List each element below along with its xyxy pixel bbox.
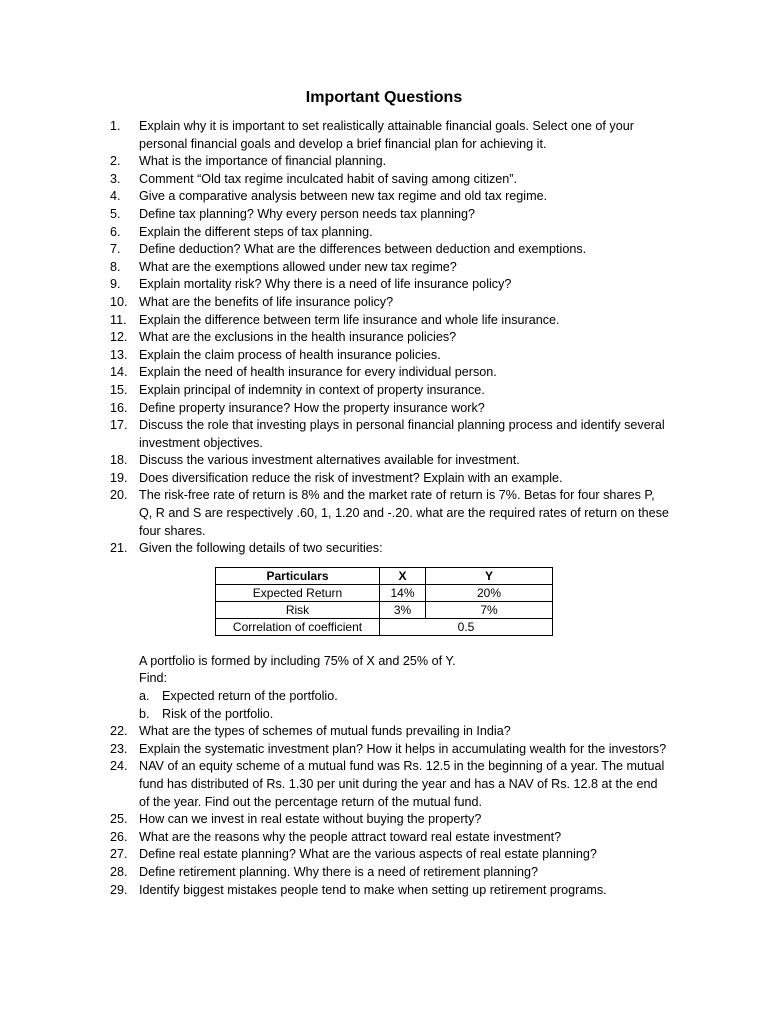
- sub-item-text: Expected return of the portfolio.: [162, 689, 338, 704]
- list-item: [110, 153, 670, 171]
- question-text: Explain the systematic investment plan? How it helps in accumulating wealth for the investors?: [139, 741, 667, 756]
- list-item: [110, 382, 670, 400]
- question-number: 26.: [110, 829, 128, 844]
- question-text: Does diversification reduce the risk of investment? Explain with an example.: [139, 470, 563, 485]
- question-number: 7.: [110, 242, 121, 257]
- question-number: 9.: [110, 277, 121, 292]
- question-text: Define tax planning? Why every person needs tax planning?: [139, 206, 476, 221]
- table-cell: 0.5: [380, 618, 553, 635]
- question-number: 5.: [110, 206, 121, 221]
- securities-table-wrap: [215, 567, 670, 636]
- question-text: Discuss the various investment alternatives available for investment.: [139, 453, 520, 468]
- question-number: 22.: [110, 724, 128, 739]
- question-number: 4.: [110, 189, 121, 204]
- question-number: 13.: [110, 347, 128, 362]
- list-item: [110, 882, 670, 900]
- question-text: Define retirement planning. Why there is a need of retirement planning?: [139, 864, 539, 879]
- question-number: 25.: [110, 812, 128, 827]
- table-header: X: [380, 567, 426, 584]
- list-item: [110, 470, 670, 488]
- list-item: [110, 400, 670, 418]
- question-text: Given the following details of two securities:: [139, 541, 383, 556]
- securities-table: [215, 567, 553, 636]
- table-cell: Expected Return: [216, 584, 380, 601]
- table-cell: 7%: [426, 601, 553, 618]
- question-number: 16.: [110, 400, 128, 415]
- question-number: 21.: [110, 541, 128, 556]
- question-text: Define property insurance? How the property insurance work?: [139, 400, 485, 415]
- sub-item-text: Risk of the portfolio.: [162, 706, 274, 721]
- question-text: Explain why it is important to set realistically attainable financial goals. Select one of your personal financial goals and develop a brief financial plan for achieving it.: [139, 119, 634, 151]
- question-number: 23.: [110, 741, 128, 756]
- question-number: 27.: [110, 847, 128, 862]
- question-text: Define real estate planning? What are the various aspects of real estate planning?: [139, 847, 597, 862]
- q21-followup-line: A portfolio is formed by including 75% of X and 25% of Y.: [139, 653, 456, 668]
- question-number: 18.: [110, 453, 128, 468]
- list-item: [110, 452, 670, 470]
- question-number: 15.: [110, 382, 128, 397]
- q21-followup-line: Find:: [139, 671, 167, 686]
- question-text: NAV of an equity scheme of a mutual fund was Rs. 12.5 in the beginning of a year. The mutual fund has distributed of Rs. 1.30 per unit during the year and has a NAV of Rs. 12.8 at the end of the year. Find out the percentage return of the mutual fund.: [139, 759, 665, 809]
- list-item: [110, 224, 670, 242]
- list-item: [110, 758, 670, 811]
- question-text: Explain the difference between term life insurance and whole life insurance.: [139, 312, 560, 327]
- table-cell: 3%: [380, 601, 426, 618]
- question-text: Explain the need of health insurance for every individual person.: [139, 365, 497, 380]
- question-text: What are the benefits of life insurance policy?: [139, 294, 394, 309]
- question-number: 17.: [110, 418, 128, 433]
- question-number: 8.: [110, 259, 121, 274]
- question-number: 1.: [110, 119, 121, 133]
- list-item: [110, 540, 670, 558]
- question-number: 19.: [110, 470, 128, 485]
- question-number: 2.: [110, 154, 121, 169]
- question-number: 3.: [110, 171, 121, 186]
- question-text: What are the exemptions allowed under new tax regime?: [139, 259, 457, 274]
- table-cell: Risk: [216, 601, 380, 618]
- question-number: 12.: [110, 330, 128, 345]
- sub-item-letter: b.: [139, 706, 150, 721]
- question-text: What are the exclusions in the health insurance policies?: [139, 330, 457, 345]
- list-item: [110, 829, 670, 847]
- table-row: [216, 584, 553, 601]
- question-text: Explain the different steps of tax planning.: [139, 224, 373, 239]
- list-item: [110, 347, 670, 365]
- question-number: 10.: [110, 294, 128, 309]
- table-cell: 14%: [380, 584, 426, 601]
- question-text: Comment “Old tax regime inculcated habit of saving among citizen”.: [139, 171, 517, 186]
- question-text: Explain mortality risk? Why there is a need of life insurance policy?: [139, 277, 512, 292]
- question-text: What are the types of schemes of mutual funds prevailing in India?: [139, 724, 511, 739]
- list-item: [110, 811, 670, 829]
- list-item: [110, 294, 670, 312]
- list-item: [110, 846, 670, 864]
- table-cell: Correlation of coefficient: [216, 618, 380, 635]
- list-item: [110, 206, 670, 224]
- question-text: Define deduction? What are the differences between deduction and exemptions.: [139, 242, 587, 257]
- sub-item-letter: a.: [139, 689, 150, 704]
- question-text: What are the reasons why the people attract toward real estate investment?: [139, 829, 562, 844]
- question-text: How can we invest in real estate without buying the property?: [139, 812, 482, 827]
- question-text: Explain the claim process of health insurance policies.: [139, 347, 441, 362]
- question-number: 20.: [110, 488, 128, 503]
- list-item: [110, 329, 670, 347]
- page-title: Important Questions: [305, 89, 463, 106]
- list-item: [110, 417, 670, 452]
- table-header: Y: [426, 567, 553, 584]
- q21-followup: [110, 653, 670, 723]
- question-text: What is the importance of financial planning.: [139, 154, 387, 169]
- table-row: [216, 618, 553, 635]
- list-item: [110, 864, 670, 882]
- list-item: [110, 364, 670, 382]
- list-item: [139, 706, 670, 724]
- question-number: 14.: [110, 365, 128, 380]
- table-header-row: [216, 567, 553, 584]
- question-text: The risk-free rate of return is 8% and the market rate of return is 7%. Betas for four shares P, Q, R and S are respectively .60, 1, 1.20 and -.20. what are the required rates of return on these four shares.: [139, 488, 669, 538]
- list-item: [110, 259, 670, 277]
- question-text: Discuss the role that investing plays in personal financial planning process and identify several investment objectives.: [139, 418, 665, 450]
- question-text: Identify biggest mistakes people tend to make when setting up retirement programs.: [139, 882, 607, 897]
- list-item: [110, 171, 670, 189]
- question-list: [110, 118, 670, 899]
- question-group-a: [110, 118, 670, 558]
- question-number: 6.: [110, 224, 121, 239]
- table-cell: 20%: [426, 584, 553, 601]
- question-number: 28.: [110, 864, 128, 879]
- table-header: Particulars: [216, 567, 380, 584]
- list-item: [110, 276, 670, 294]
- list-item: [110, 723, 670, 741]
- question-group-b: [110, 723, 670, 899]
- list-item: [110, 487, 670, 540]
- question-text: Give a comparative analysis between new tax regime and old tax regime.: [139, 189, 548, 204]
- table-row: [216, 601, 553, 618]
- list-item: [110, 188, 670, 206]
- list-item: [110, 118, 670, 153]
- list-item: [139, 688, 670, 706]
- question-text: Explain principal of indemnity in context of property insurance.: [139, 382, 485, 397]
- question-number: 24.: [110, 759, 128, 774]
- question-number: 29.: [110, 882, 128, 897]
- list-item: [110, 241, 670, 259]
- list-item: [110, 741, 670, 759]
- question-number: 11.: [110, 312, 127, 327]
- list-item: [110, 312, 670, 330]
